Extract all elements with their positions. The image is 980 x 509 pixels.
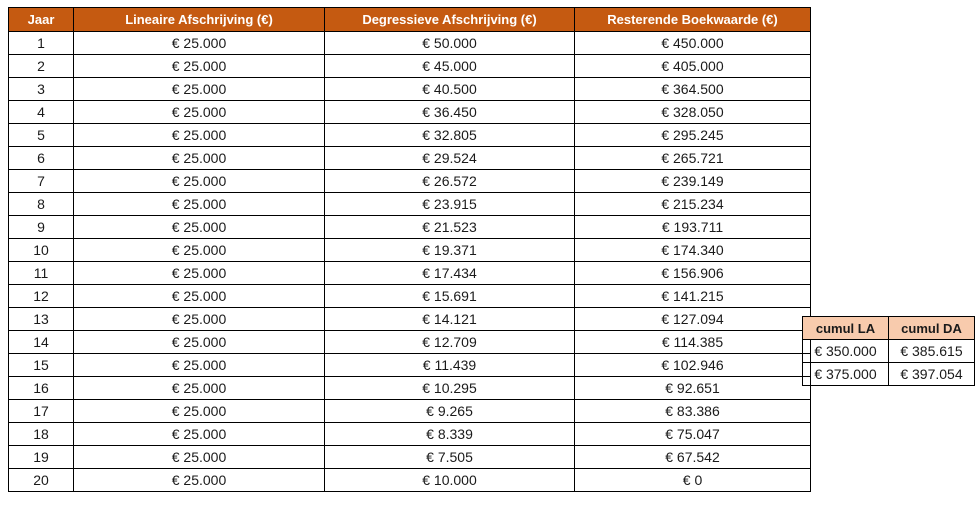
cell-degressieve: € 12.709 [325,331,575,354]
cell-boekwaarde: € 92.651 [575,377,811,400]
cell-degressieve: € 40.500 [325,78,575,101]
cell-jaar: 15 [9,354,74,377]
cell-boekwaarde: € 295.245 [575,124,811,147]
cell-boekwaarde: € 405.000 [575,55,811,78]
cell-jaar: 16 [9,377,74,400]
cell-degressieve: € 45.000 [325,55,575,78]
cumul-header-row [803,317,975,340]
cell-jaar: 7 [9,170,74,193]
table-row [9,216,811,239]
cell-jaar: 13 [9,308,74,331]
cell-lineaire: € 25.000 [74,285,325,308]
table-row [9,331,811,354]
cell-boekwaarde: € 174.340 [575,239,811,262]
cell-jaar: 19 [9,446,74,469]
cell-degressieve: € 10.295 [325,377,575,400]
cell-jaar: 1 [9,32,74,55]
cell-jaar: 18 [9,423,74,446]
cell-boekwaarde: € 0 [575,469,811,492]
cell-boekwaarde: € 450.000 [575,32,811,55]
cell-boekwaarde: € 141.215 [575,285,811,308]
cell-lineaire: € 25.000 [74,423,325,446]
cell-lineaire: € 25.000 [74,446,325,469]
cell-jaar: 20 [9,469,74,492]
cell-boekwaarde: € 265.721 [575,147,811,170]
table-row [9,170,811,193]
cell-jaar: 12 [9,285,74,308]
table-row [9,262,811,285]
cell-degressieve: € 23.915 [325,193,575,216]
cell-jaar: 6 [9,147,74,170]
cell-lineaire: € 25.000 [74,377,325,400]
cell-lineaire: € 25.000 [74,239,325,262]
cell-boekwaarde: € 239.149 [575,170,811,193]
cell-boekwaarde: € 328.050 [575,101,811,124]
cell-degressieve: € 8.339 [325,423,575,446]
table-row [9,354,811,377]
cell-boekwaarde: € 102.946 [575,354,811,377]
table-row [9,78,811,101]
table-row [9,400,811,423]
cell-degressieve: € 32.805 [325,124,575,147]
cell-lineaire: € 25.000 [74,170,325,193]
cell-boekwaarde: € 114.385 [575,331,811,354]
cell-lineaire: € 25.000 [74,262,325,285]
cell-degressieve: € 21.523 [325,216,575,239]
cell-degressieve: € 19.371 [325,239,575,262]
table-row [9,377,811,400]
cell-jaar: 14 [9,331,74,354]
cell-degressieve: € 10.000 [325,469,575,492]
cell-jaar: 17 [9,400,74,423]
table-row [9,101,811,124]
table-row [9,55,811,78]
cell-degressieve: € 26.572 [325,170,575,193]
table-row [9,124,811,147]
cell-boekwaarde: € 127.094 [575,308,811,331]
col-header-jaar: Jaar [9,8,74,32]
cell-lineaire: € 25.000 [74,124,325,147]
table-row [803,340,975,363]
cell-boekwaarde: € 83.386 [575,400,811,423]
table-row [9,239,811,262]
cell-degressieve: € 11.439 [325,354,575,377]
cell-jaar: 2 [9,55,74,78]
table-row [9,446,811,469]
cell-degressieve: € 14.121 [325,308,575,331]
cell-jaar: 10 [9,239,74,262]
cell-boekwaarde: € 67.542 [575,446,811,469]
cell-jaar: 5 [9,124,74,147]
cell-degressieve: € 17.434 [325,262,575,285]
cell-degressieve: € 9.265 [325,400,575,423]
cell-jaar: 3 [9,78,74,101]
cell-jaar: 4 [9,101,74,124]
header-row [9,8,811,32]
cell-boekwaarde: € 364.500 [575,78,811,101]
cell-lineaire: € 25.000 [74,32,325,55]
cell-cumul-da: € 397.054 [889,363,975,386]
table-row [9,423,811,446]
cell-lineaire: € 25.000 [74,55,325,78]
cell-boekwaarde: € 193.711 [575,216,811,239]
table-row [9,193,811,216]
cell-degressieve: € 29.524 [325,147,575,170]
cell-cumul-la: € 375.000 [803,363,889,386]
cell-lineaire: € 25.000 [74,354,325,377]
cell-degressieve: € 50.000 [325,32,575,55]
table-row [9,147,811,170]
cumulative-table [802,316,975,386]
table-row [9,308,811,331]
cell-boekwaarde: € 156.906 [575,262,811,285]
cell-lineaire: € 25.000 [74,331,325,354]
cell-lineaire: € 25.000 [74,78,325,101]
cumul-header-da: cumul DA [889,317,975,340]
cell-degressieve: € 7.505 [325,446,575,469]
col-header-lineaire: Lineaire Afschrijving (€) [74,8,325,32]
cell-jaar: 11 [9,262,74,285]
cumul-header-la: cumul LA [803,317,889,340]
col-header-boekwaarde: Resterende Boekwaarde (€) [575,8,811,32]
cell-boekwaarde: € 215.234 [575,193,811,216]
cell-lineaire: € 25.000 [74,193,325,216]
depreciation-table [8,7,811,492]
cell-cumul-da: € 385.615 [889,340,975,363]
cell-lineaire: € 25.000 [74,308,325,331]
cell-degressieve: € 15.691 [325,285,575,308]
cell-lineaire: € 25.000 [74,147,325,170]
table-row [9,32,811,55]
table-row [9,285,811,308]
cell-lineaire: € 25.000 [74,216,325,239]
cell-lineaire: € 25.000 [74,469,325,492]
table-row [803,363,975,386]
cell-cumul-la: € 350.000 [803,340,889,363]
cell-lineaire: € 25.000 [74,400,325,423]
cell-jaar: 9 [9,216,74,239]
table-row [9,469,811,492]
cell-degressieve: € 36.450 [325,101,575,124]
cell-boekwaarde: € 75.047 [575,423,811,446]
col-header-degressieve: Degressieve Afschrijving (€) [325,8,575,32]
cell-lineaire: € 25.000 [74,101,325,124]
cell-jaar: 8 [9,193,74,216]
